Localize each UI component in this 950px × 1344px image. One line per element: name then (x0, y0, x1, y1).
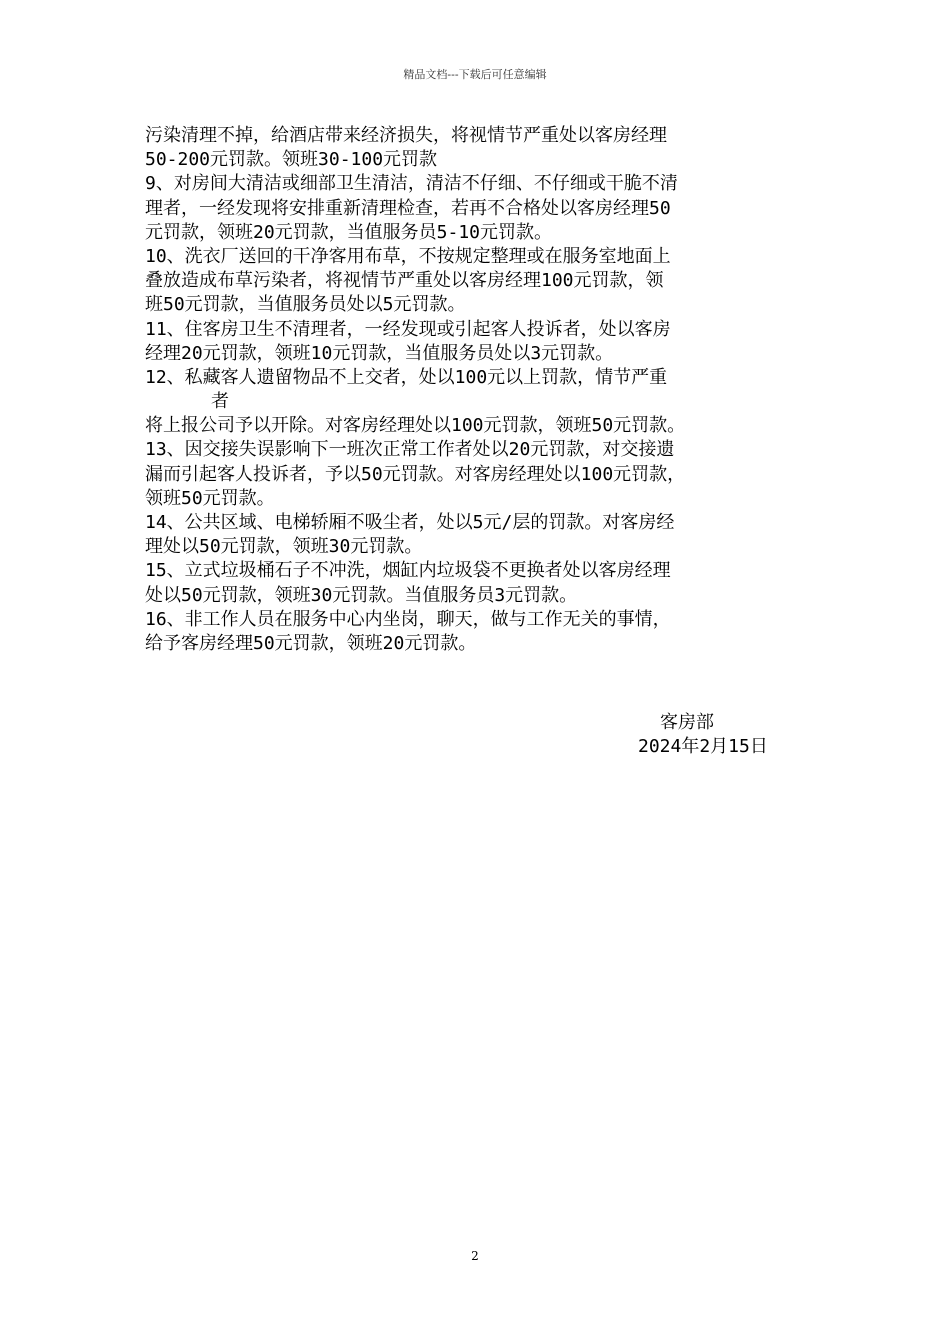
body-line: 叠放造成布草污染者，将视情节严重处以客房经理100元罚款，领 (145, 270, 664, 292)
body-line: 漏而引起客人投诉者，予以50元罚款。对客房经理处以100元罚款， (145, 463, 686, 485)
body-line: 给予客房经理50元罚款，领班20元罚款。 (145, 632, 477, 654)
body-line: 12、私藏客人遗留物品不上交者，处以100元以上罚款，情节严重 (145, 366, 668, 388)
body-line: 50-200元罚款。领班30-100元罚款 (145, 149, 438, 171)
body-line: 14、公共区域、电梯轿厢不吸尘者，处以5元/层的罚款。对客房经 (145, 512, 675, 533)
body-line: 者 (211, 391, 229, 413)
body-line: 班50元罚款，当值服务员处以5元罚款。 (145, 294, 466, 316)
body-line: 13、因交接失误影响下一班次正常工作者处以20元罚款，对交接遗 (145, 439, 675, 461)
body-line: 经理20元罚款，领班10元罚款，当值服务员处以3元罚款。 (145, 342, 614, 364)
signature-date: 2024年2月15日 (638, 736, 768, 757)
body-line: 将上报公司予以开除。对客房经理处以100元罚款，领班50元罚款。 (145, 415, 686, 437)
body-line: 理处以50元罚款，领班30元罚款。 (145, 536, 423, 558)
body-line: 10、洗衣厂送回的干净客用布草，不按规定整理或在服务室地面上 (145, 245, 671, 267)
body-line: 11、住客房卫生不清理者，一经发现或引起客人投诉者，处以客房 (145, 318, 671, 340)
body-line: 理者，一经发现将安排重新清理检查，若再不合格处以客房经理50 (145, 197, 671, 219)
body-line: 领班50元罚款。 (145, 487, 275, 509)
body-line: 16、非工作人员在服务中心内坐岗，聊天，做与工作无关的事情， (145, 608, 671, 630)
body-line: 处以50元罚款，领班30元罚款。当值服务员3元罚款。 (145, 584, 578, 606)
document-body (145, 124, 815, 656)
signature-department: 客房部 (660, 712, 714, 733)
body-line: 9、对房间大清洁或细部卫生清洁，清洁不仔细、不仔细或干脆不清 (145, 173, 678, 195)
body-line: 污染清理不掉，给酒店带来经济损失，将视情节严重处以客房经理 (145, 125, 667, 146)
page-number: 2 (471, 1249, 479, 1263)
body-line: 元罚款，领班20元罚款，当值服务员5-10元罚款。 (145, 221, 553, 243)
body-line: 15、立式垃圾桶石子不冲洗，烟缸内垃圾袋不更换者处以客房经理 (145, 560, 671, 582)
header-note: 精品文档---下载后可任意编辑 (403, 68, 547, 81)
